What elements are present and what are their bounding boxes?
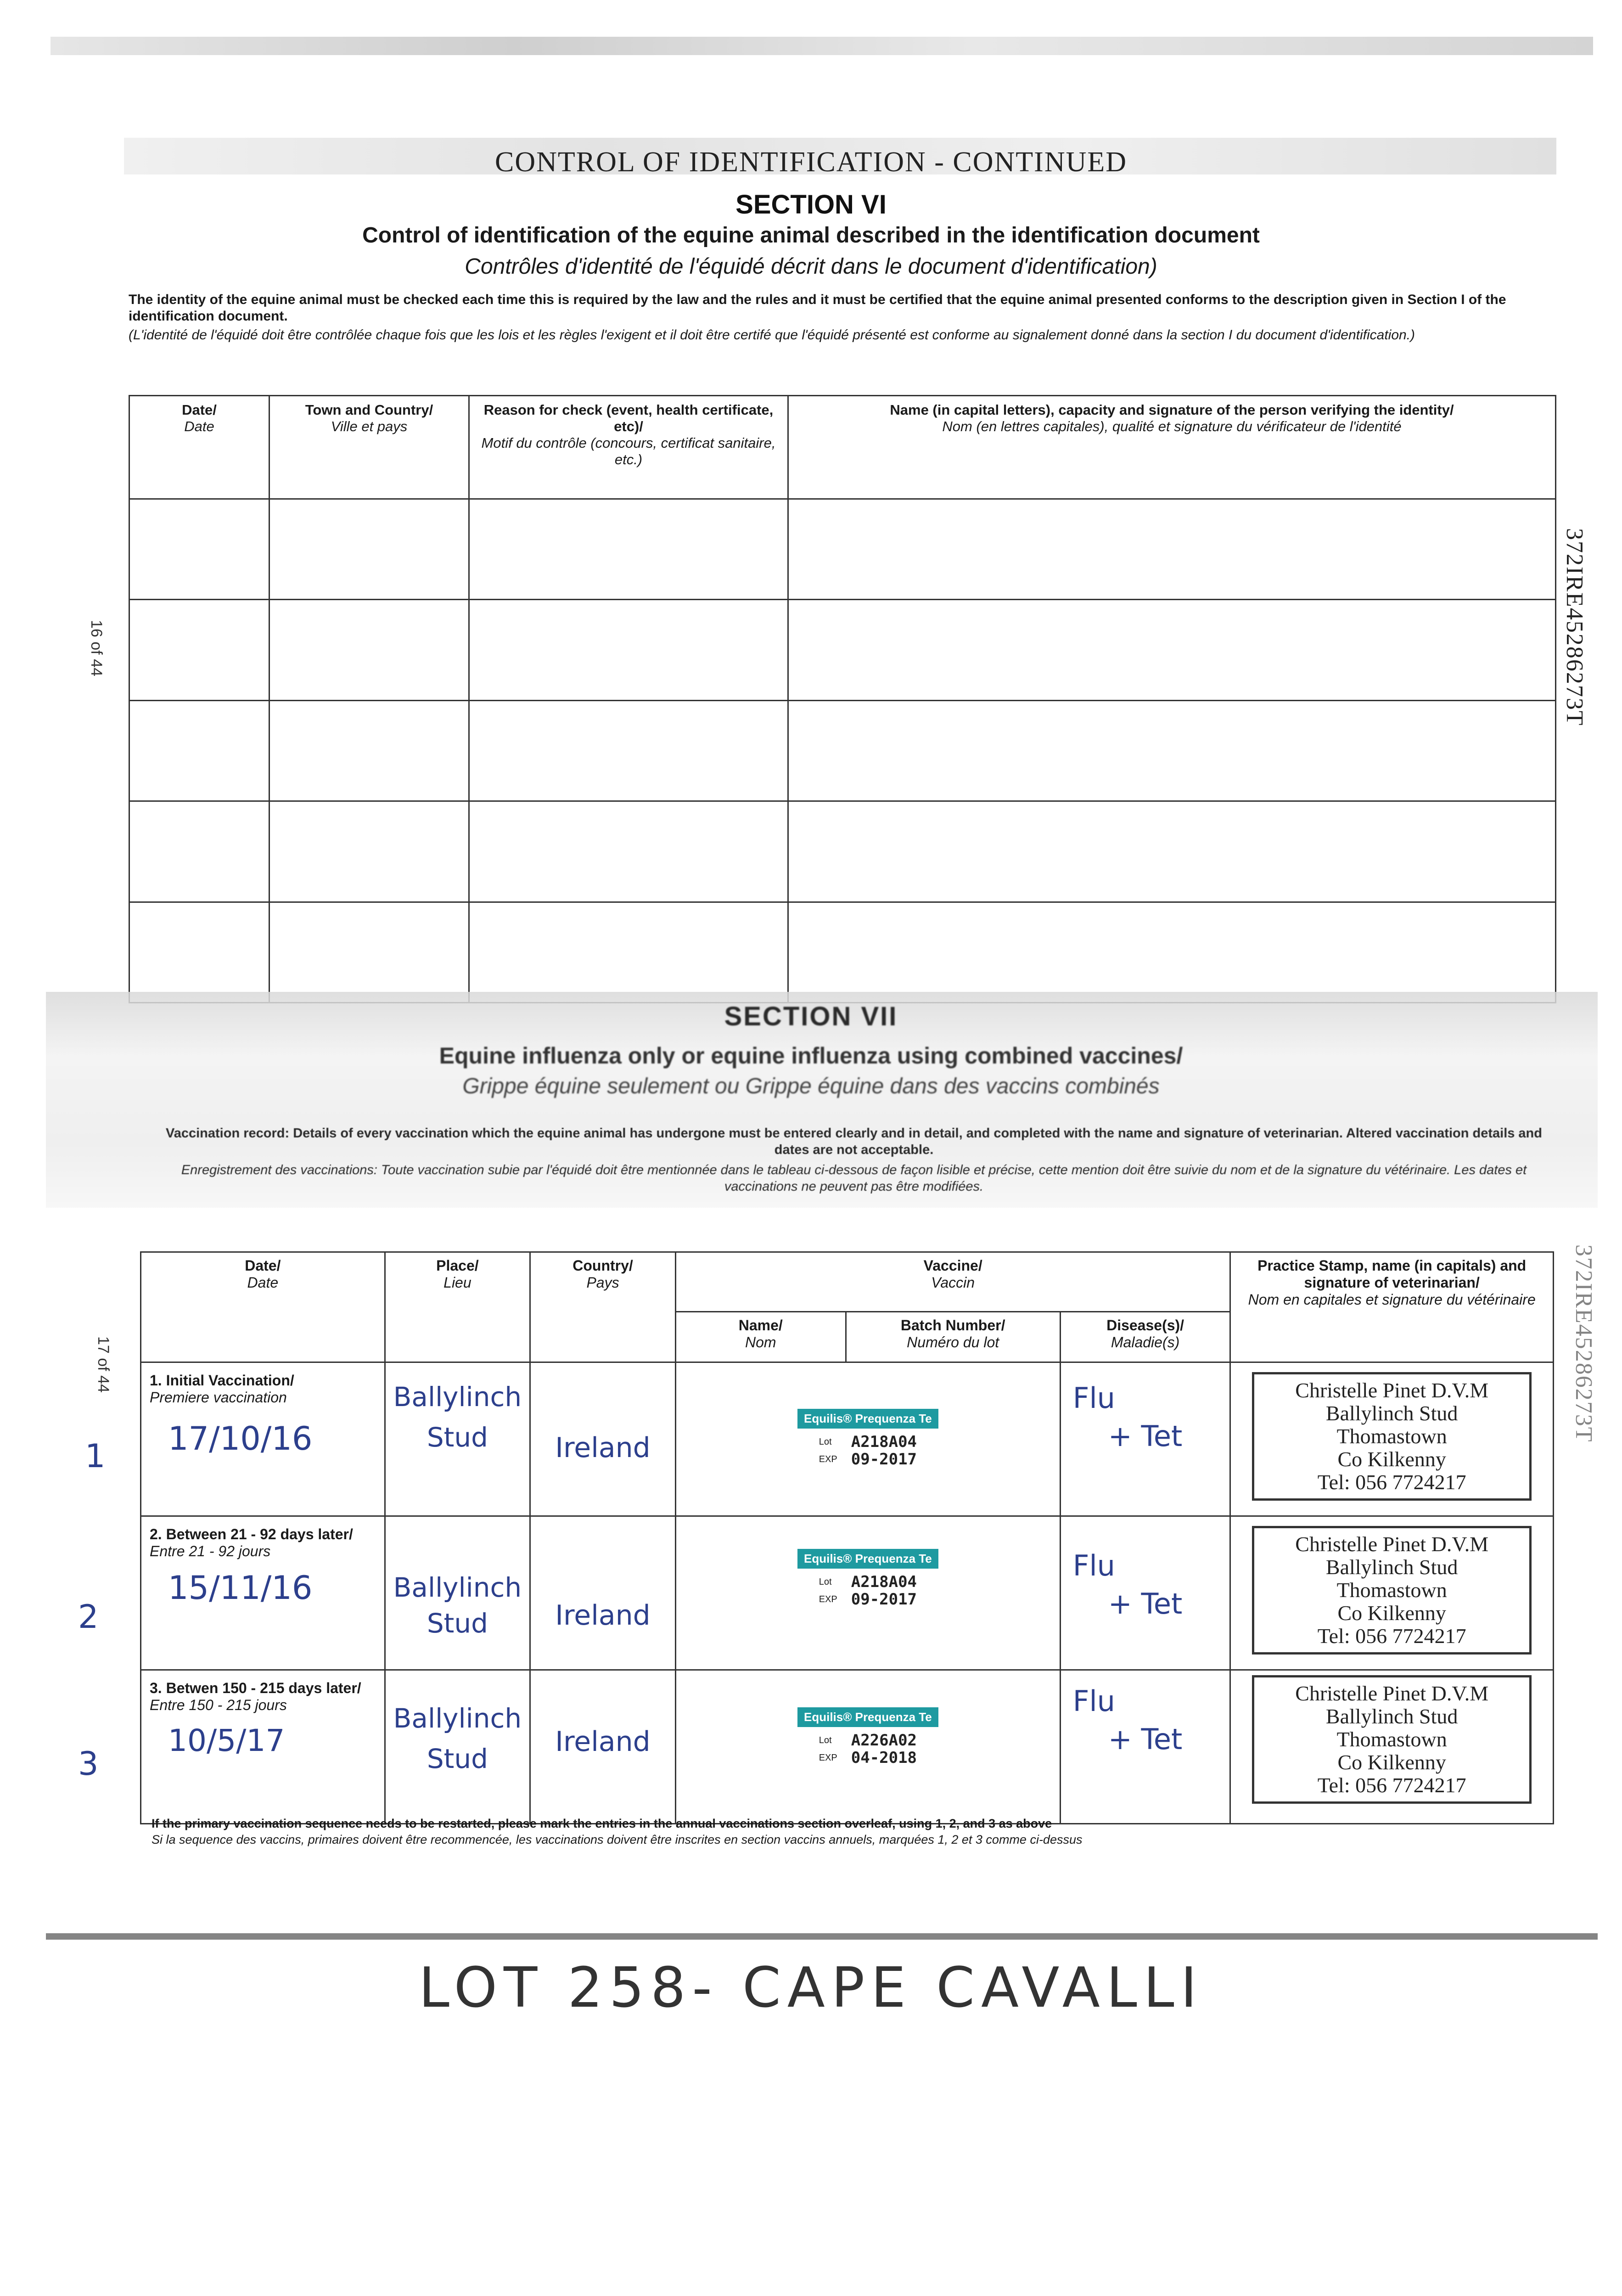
vaccination-record-en: Vaccination record: Details of every vaccination which the equine animal has undergone must be entered clearly and in detail, and completed with the name and signature of veterinarian. Altered vaccination details and dates are not acceptable.	[166, 1126, 1542, 1157]
vaccination-date: 17/10/16	[168, 1420, 313, 1458]
section-vii-title: SECTION VII	[724, 1002, 898, 1031]
id-code-top: 372IRE45286273T	[1561, 528, 1588, 726]
col-vet-stamp: Practice Stamp, name (in capitals) and signature of veterinarian/ Nom en capitales et signature du vétérinaire	[1230, 1252, 1554, 1362]
footnote-en: If the primary vaccination sequence needs to be restarted, please mark the entries in the annual vaccinations section overleaf, using 1, 2, and 3 as above	[152, 1817, 1052, 1830]
check-row	[129, 902, 1556, 1002]
check-row	[129, 600, 1556, 700]
vaccine-label-cell: Equilis® Prequenza Te Lot EXP A218A04 09-2017	[675, 1516, 1060, 1670]
vaccination-date: 10/5/17	[168, 1723, 285, 1758]
vet-stamp-cell	[1230, 1516, 1554, 1670]
lot-note: LOT 258- CAPE CAVALLI	[419, 1956, 1203, 2020]
col-vac-date: Date/ Date	[141, 1252, 385, 1362]
disease-cell: Flu + Tet	[1060, 1670, 1230, 1824]
vet-stamp-cell	[1230, 1362, 1554, 1516]
batch-exp: 09-2017	[851, 1450, 917, 1469]
check-row	[129, 801, 1556, 902]
page-title: CONTROL OF IDENTIFICATION - CONTINUED	[494, 146, 1128, 178]
col-place: Place/ Lieu	[385, 1252, 530, 1362]
country-cell: Ireland	[530, 1670, 676, 1824]
vet-stamp: Christelle Pinet D.V.M Ballylinch Stud Thomastown Co Kilkenny Tel: 056 7724217	[1252, 1526, 1532, 1654]
page-number-17: 17 of 44	[95, 1336, 112, 1393]
page-number-16: 16 of 44	[88, 620, 105, 676]
vaccination-row	[141, 1362, 1554, 1516]
intro-en: The identity of the equine animal must be checked each time this is required by the law and the rules and it must be certified that the equine animal presented conforms to the description given in Section I of the identification document.	[129, 292, 1506, 324]
vaccine-label-cell: Equilis® Prequenza Te Lot EXP A218A04 09-2017	[675, 1362, 1060, 1516]
batch-exp: 09-2017	[851, 1590, 917, 1609]
section-vi-heading-fr: Contrôles d'identité de l'équidé décrit dans le document d'identification)	[465, 254, 1157, 279]
country-cell: Ireland	[530, 1516, 676, 1670]
col-date: Date/ Date	[129, 396, 269, 499]
vet-stamp: Christelle Pinet D.V.M Ballylinch Stud Thomastown Co Kilkenny Tel: 056 7724217	[1252, 1372, 1532, 1501]
vaccination-row	[141, 1516, 1554, 1670]
section-vii-heading-fr: Grippe équine seulement ou Grippe équine dans des vaccins combinés	[462, 1074, 1160, 1098]
section-vi-title: SECTION VI	[735, 190, 887, 219]
intro-fr: (L'identité de l'équidé doit être contrôlée chaque fois que les lois et les règles l'exigent et il doit être certifé que l'équidé présenté est conforme au signalement donné dans la section I du document d'identification.)	[129, 327, 1415, 343]
col-vaccine: Vaccine/ Vaccin	[675, 1252, 1230, 1312]
scan-bottom-band	[46, 1933, 1598, 1940]
row-label: 2. Between 21 - 92 days later/ Entre 21 - 92 jours 15/11/16	[141, 1516, 385, 1670]
vaccine-sticker: Equilis® Prequenza Te	[797, 1409, 938, 1429]
country-cell: Ireland	[530, 1362, 676, 1516]
vaccination-row	[141, 1670, 1554, 1824]
vet-stamp: Christelle Pinet D.V.M Ballylinch Stud Thomastown Co Kilkenny Tel: 056 7724217	[1252, 1675, 1532, 1804]
vaccine-sticker: Equilis® Prequenza Te	[797, 1707, 938, 1727]
vaccination-record-fr: Enregistrement des vaccinations: Toute vaccination subie par l'équidé doit être mentionnée dans le tableau ci-dessous de façon lisible et précise, cette mention doit être suivie du nom et de la signature du vétérinaire. Les dates et vaccinations ne peuvent pas être modifiées.	[181, 1163, 1527, 1194]
footnote-fr: Si la sequence des vaccins, primaires doivent être recommencée, les vaccinations doivent être inscrites en section vaccins annuels, marquées 1, 2 et 3 comme ci-dessus	[152, 1833, 1083, 1846]
batch-lot: A226A02	[851, 1731, 917, 1750]
col-vaccine-name: Name/ Nom	[675, 1312, 846, 1362]
place-cell: Ballylinch Stud	[385, 1670, 530, 1824]
vaccine-sticker: Equilis® Prequenza Te	[797, 1549, 938, 1569]
col-verifier: Name (in capital letters), capacity and signature of the person verifying the identity/ Nom (en lettres capitales), qualité et signature du vérificateur de l'identité	[788, 396, 1556, 499]
section-vii-heading-en: Equine influenza only or equine influenza using combined vaccines/	[439, 1043, 1183, 1069]
vaccination-table	[140, 1251, 1554, 1824]
margin-number-3: 3	[78, 1745, 99, 1783]
col-reason: Reason for check (event, health certificate, etc)/ Motif du contrôle (concours, certificat sanitaire, etc.)	[469, 396, 788, 499]
row-label: 3. Betwen 150 - 215 days later/ Entre 150 - 215 jours 10/5/17	[141, 1670, 385, 1824]
disease-cell: Flu + Tet	[1060, 1516, 1230, 1670]
batch-exp: 04-2018	[851, 1749, 917, 1767]
disease-cell: Flu + Tet	[1060, 1362, 1230, 1516]
section-vi-heading-en: Control of identification of the equine animal described in the identification document	[362, 223, 1260, 248]
vaccination-date: 15/11/16	[168, 1569, 313, 1607]
col-town-country: Town and Country/ Ville et pays	[269, 396, 469, 499]
batch-lot: A218A04	[851, 1433, 917, 1451]
check-row	[129, 700, 1556, 801]
col-disease: Disease(s)/ Maladie(s)	[1060, 1312, 1230, 1362]
margin-number-1: 1	[85, 1437, 106, 1475]
vaccine-label-cell: Equilis® Prequenza Te Lot EXP A226A02 04-2018	[675, 1670, 1060, 1824]
check-row	[129, 499, 1556, 600]
place-cell: Ballylinch Stud	[385, 1516, 530, 1670]
place-cell: Ballylinch Stud	[385, 1362, 530, 1516]
id-code-bottom: 372IRE45286273T	[1571, 1244, 1597, 1443]
row-label: 1. Initial Vaccination/ Premiere vaccination 17/10/16	[141, 1362, 385, 1516]
margin-number-2: 2	[78, 1598, 99, 1636]
identification-check-table	[129, 395, 1556, 1003]
batch-lot: A218A04	[851, 1573, 917, 1591]
col-country: Country/ Pays	[530, 1252, 676, 1362]
vet-stamp-cell	[1230, 1670, 1554, 1824]
col-batch-number: Batch Number/ Numéro du lot	[846, 1312, 1060, 1362]
scan-top-band	[51, 37, 1593, 55]
